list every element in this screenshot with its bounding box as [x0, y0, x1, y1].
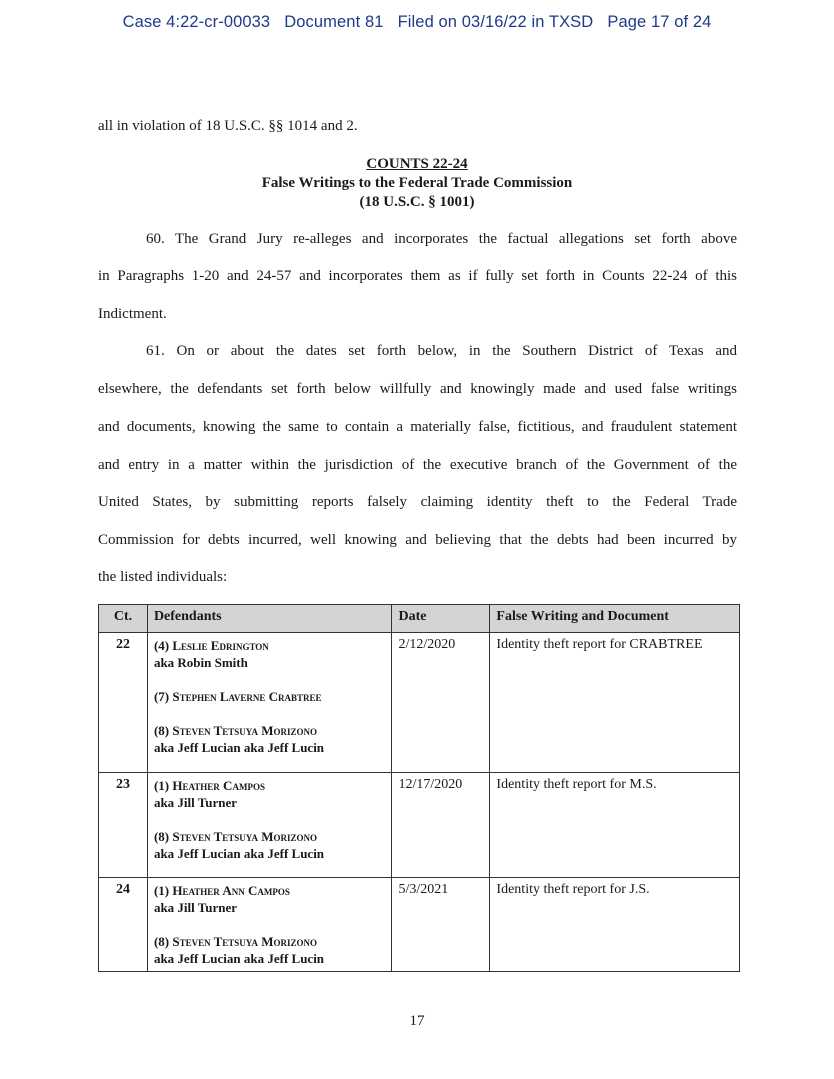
page-of-total: Page 17 of 24	[607, 13, 712, 31]
header-ct: Ct.	[99, 605, 148, 633]
header-writing: False Writing and Document	[490, 605, 740, 633]
count-number: 22	[99, 633, 148, 773]
defendant-num: (1)	[153, 778, 170, 793]
page-number: 17	[409, 1013, 425, 1029]
section-subtitle: False Writings to the Federal Trade Commission	[261, 175, 573, 191]
defendants-cell	[147, 773, 392, 878]
para61-number: 61.	[146, 343, 165, 359]
count-number: 24	[99, 878, 148, 972]
defendant-num: (8)	[153, 723, 170, 738]
defendant-entry	[154, 933, 386, 967]
defendant-name: Steven Tetsuya Morizono	[172, 723, 317, 738]
section-title: COUNTS 22-24	[366, 156, 468, 172]
table-row	[99, 878, 740, 972]
para60-number: 60.	[146, 231, 165, 247]
para60-text1: The Grand Jury re-alleges and incorporates the factual allegations set forth above	[174, 231, 737, 247]
defendant-name: Heather Ann Campos	[172, 883, 290, 898]
para61-line1	[98, 343, 737, 360]
defendant-aka: aka Jill Turner	[153, 900, 238, 915]
table-row	[99, 773, 740, 878]
document-number: Document 81	[284, 13, 384, 31]
counts-table	[98, 604, 740, 972]
defendant-name: Heather Campos	[172, 778, 265, 793]
defendant-entry	[154, 688, 386, 705]
section-statute: (18 U.S.C. § 1001)	[359, 194, 475, 210]
para60-line1	[98, 231, 737, 248]
count-date: 2/12/2020	[392, 633, 490, 773]
para61-line5: United States, by submitting reports falsely claiming identity theft to the Federal Trade	[98, 494, 737, 510]
defendant-aka: aka Jeff Lucian aka Jeff Lucin	[153, 740, 325, 755]
count-writing: Identity theft report for J.S.	[490, 878, 740, 972]
table-header-row	[99, 605, 740, 633]
defendant-aka: aka Jeff Lucian aka Jeff Lucin	[153, 846, 325, 861]
count-date: 12/17/2020	[392, 773, 490, 878]
para61-text1: On or about the dates set forth below, in the Southern District of Texas and	[176, 343, 737, 359]
defendant-num: (8)	[153, 829, 170, 844]
header-defendants: Defendants	[147, 605, 392, 633]
para61-line2: elsewhere, the defendants set forth below willfully and knowingly made and used false writings	[98, 381, 737, 397]
defendant-num: (8)	[153, 934, 170, 949]
para61-line3: and documents, knowing the same to contain a materially false, fictitious, and fraudulent statement	[98, 419, 737, 435]
defendant-aka: aka Robin Smith	[153, 655, 248, 670]
para60-line3: Indictment.	[98, 306, 167, 322]
count-writing: Identity theft report for M.S.	[490, 773, 740, 878]
defendant-name: Steven Tetsuya Morizono	[172, 934, 317, 949]
defendants-cell	[147, 633, 392, 773]
count-writing: Identity theft report for CRABTREE	[490, 633, 740, 773]
count-date: 5/3/2021	[392, 878, 490, 972]
defendant-num: (4)	[153, 638, 170, 653]
defendant-entry	[154, 637, 386, 671]
para61-line7: the listed individuals:	[98, 569, 228, 585]
defendant-entry	[154, 777, 386, 811]
para60-line2: in Paragraphs 1-20 and 24-57 and incorporates them as if fully set forth in Counts 22-24 of this	[98, 268, 737, 284]
table-row	[99, 633, 740, 773]
count-number: 23	[99, 773, 148, 878]
defendant-entry	[154, 828, 386, 862]
defendant-num: (7)	[153, 689, 170, 704]
defendant-entry	[154, 882, 386, 916]
filed-date: Filed on 03/16/22 in TXSD	[397, 13, 594, 31]
defendants-cell	[147, 878, 392, 972]
defendant-num: (1)	[153, 883, 170, 898]
defendant-entry	[154, 722, 386, 756]
para61-line6: Commission for debts incurred, well knowing and believing that the debts had been incurred by	[98, 532, 737, 548]
defendant-name: Stephen Laverne Crabtree	[172, 689, 322, 704]
para61-line4: and entry in a matter within the jurisdiction of the executive branch of the Government of the	[98, 457, 737, 473]
defendant-name: Steven Tetsuya Morizono	[172, 829, 317, 844]
defendant-name: Leslie Edrington	[172, 638, 269, 653]
defendant-aka: aka Jeff Lucian aka Jeff Lucin	[153, 951, 325, 966]
case-number: Case 4:22-cr-00033	[122, 13, 271, 31]
filing-header	[0, 13, 834, 32]
defendant-aka: aka Jill Turner	[153, 795, 238, 810]
header-date: Date	[392, 605, 490, 633]
lead-line: all in violation of 18 U.S.C. §§ 1014 and 2.	[98, 118, 358, 134]
